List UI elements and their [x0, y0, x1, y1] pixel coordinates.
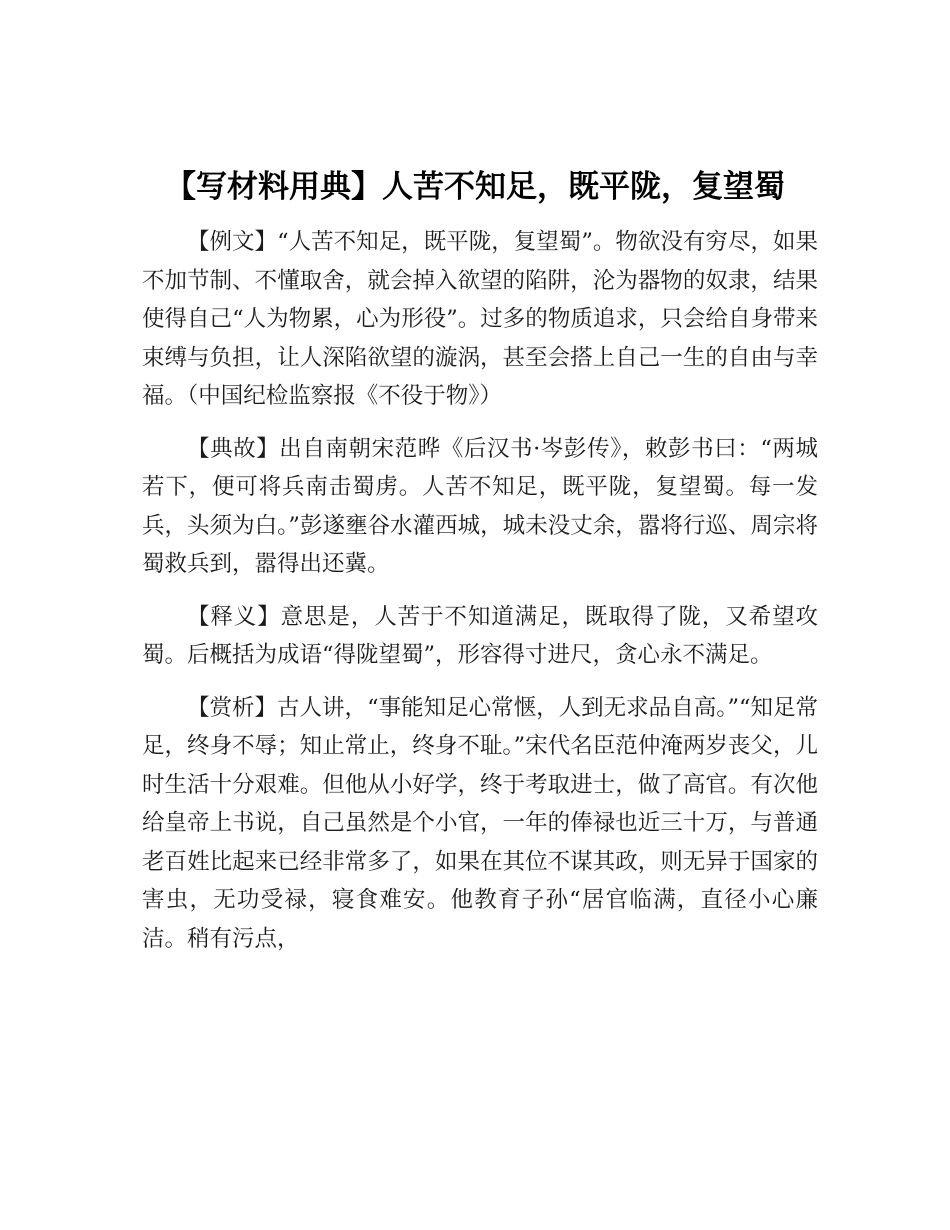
- paragraph-example: 【例文】“人苦不知足，既平陇，复望蜀”。物欲没有穷尽，如果不加节制、不懂取舍，就会掉入欲望的陷阱，沦为器物的奴隶，结果使得自己“人为物累，心为形役”。过多的物质追求，只会给自身带来束缚与负担，让人深陷欲望的漩涡，甚至会搭上自己一生的自由与幸福。（中国纪检监察报《不役于物》）: [142, 229, 818, 409]
- paragraph-appreciation: 【赏析】古人讲，“事能知足心常惬，人到无求品自高。”“知足常足，终身不辱；知止常止，终身不耻。”宋代名臣范仲淹两岁丧父，儿时生活十分艰难。但他从小好学，终于考取进士，做了高官。有次他给皇帝上书说，自己虽然是个小官，一年的俸禄也近三十万，与普通老百姓比起来已经非常多了，如果在其位不谋其政，则无异于国家的害虫，无功受禄，寝食难安。他教育子孙“居官临满，直径小心廉洁。稍有污点，: [142, 694, 818, 952]
- paragraph-meaning: 【释义】意思是，人苦于不知道满足，既取得了陇，又希望攻蜀。后概括为成语“得陇望蜀”，形容得寸进尺，贪心永不满足。: [142, 603, 818, 668]
- document-title: 【写材料用典】人苦不知足，既平陇，复望蜀: [165, 169, 785, 205]
- document-body: [142, 223, 818, 972]
- paragraph-allusion: 【典故】出自南朝宋范晔《后汉书·岑彭传》，敕彭书曰：“两城若下，便可将兵南击蜀虏。人苦不知足，既平陇，复望蜀。每一发兵，头须为白。”彭遂壅谷水灌西城，城未没丈余，嚣将行巡、周宗将蜀救兵到，嚣得出还冀。: [142, 435, 818, 577]
